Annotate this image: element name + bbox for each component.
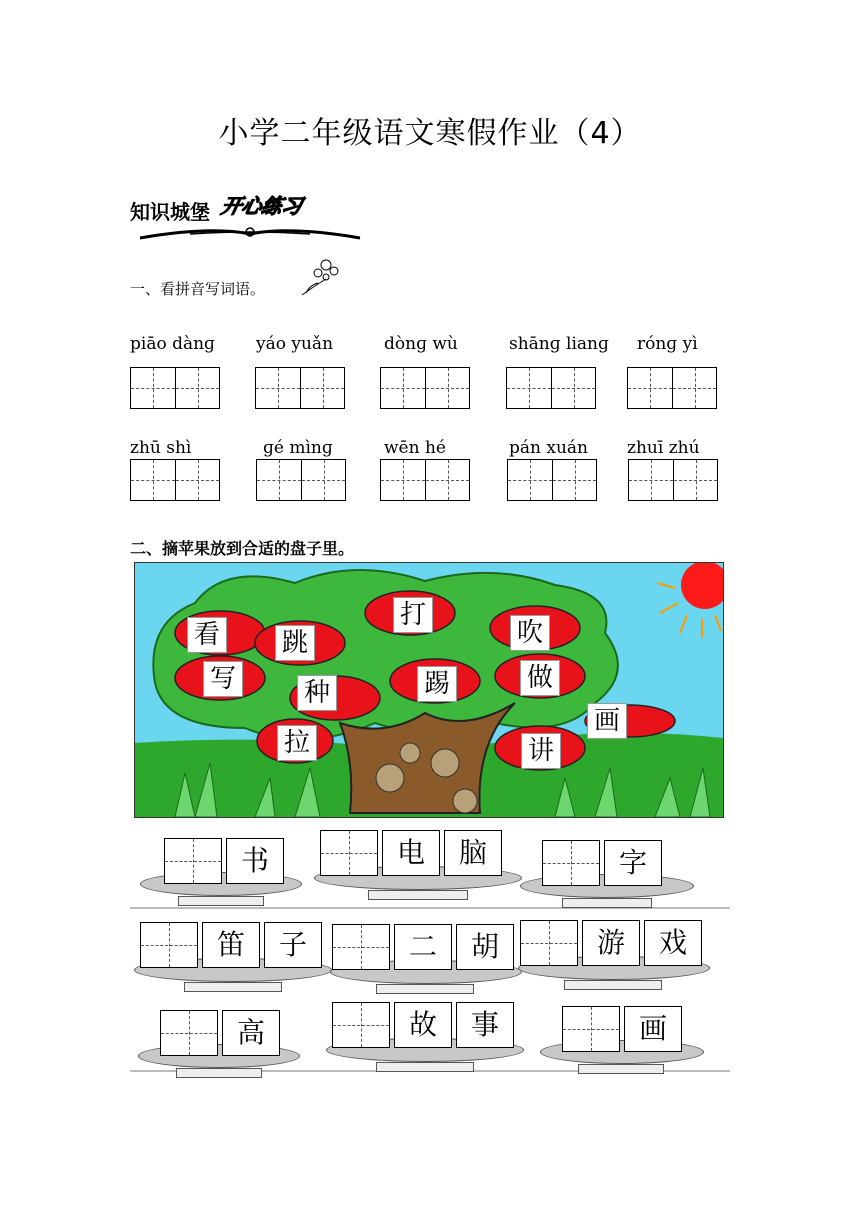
plate-char: 字 bbox=[604, 840, 662, 886]
apple-word[interactable]: 吹 bbox=[510, 615, 550, 651]
apple-word[interactable]: 画 bbox=[587, 703, 627, 739]
section-banner bbox=[130, 190, 370, 250]
plate-char: 游 bbox=[582, 920, 640, 966]
answer-grid[interactable] bbox=[130, 459, 220, 501]
flower-icon bbox=[296, 255, 346, 299]
pinyin-1-1: piāo dànɡ bbox=[130, 334, 215, 354]
ornament-divider-icon bbox=[130, 220, 370, 244]
pinyin-2-4: pán xuán bbox=[509, 438, 588, 458]
apple-word[interactable]: 种 bbox=[297, 675, 337, 711]
apple-word[interactable]: 跳 bbox=[275, 625, 315, 661]
answer-grid[interactable] bbox=[507, 459, 597, 501]
plate-char: 脑 bbox=[444, 830, 502, 876]
apple-word[interactable]: 做 bbox=[520, 660, 560, 696]
plate[interactable] bbox=[520, 840, 692, 898]
banner-main-text: 知识城堡 bbox=[130, 200, 210, 224]
answer-grid[interactable] bbox=[628, 459, 718, 501]
answer-grid[interactable] bbox=[130, 367, 220, 409]
plate[interactable] bbox=[314, 830, 520, 890]
plate-char: 子 bbox=[264, 922, 322, 968]
pinyin-2-5: zhuī zhú bbox=[627, 438, 700, 458]
apple-word[interactable]: 讲 bbox=[521, 733, 561, 769]
page-title: 小学二年级语文寒假作业（4） bbox=[218, 116, 642, 151]
apple-word[interactable]: 看 bbox=[187, 617, 227, 653]
plate[interactable] bbox=[140, 838, 300, 896]
plate-char: 事 bbox=[456, 1002, 514, 1048]
banner-sub-text: 开心练习 bbox=[219, 194, 305, 218]
apple-word[interactable]: 打 bbox=[393, 597, 433, 633]
answer-grid[interactable] bbox=[506, 367, 596, 409]
plate[interactable] bbox=[326, 1002, 522, 1062]
apple-word[interactable]: 踢 bbox=[417, 666, 457, 702]
answer-grid[interactable] bbox=[255, 367, 345, 409]
apple-tree-illustration bbox=[134, 562, 724, 818]
section-1-heading: 一、看拼音写词语。 bbox=[130, 280, 266, 298]
plate-char: 故 bbox=[394, 1002, 452, 1048]
plate-char: 胡 bbox=[456, 924, 514, 970]
plate[interactable] bbox=[330, 924, 520, 984]
answer-grid[interactable] bbox=[627, 367, 717, 409]
pinyin-1-4: shānɡ lianɡ bbox=[509, 334, 609, 354]
pinyin-1-2: yáo yuǎn bbox=[256, 334, 334, 354]
plate-char: 画 bbox=[624, 1006, 682, 1052]
answer-grid[interactable] bbox=[380, 459, 470, 501]
plate-char: 戏 bbox=[644, 920, 702, 966]
plate[interactable] bbox=[138, 1010, 298, 1068]
plate[interactable] bbox=[134, 922, 330, 982]
answer-grid[interactable] bbox=[380, 367, 470, 409]
pinyin-2-2: ɡé mìnɡ bbox=[263, 438, 333, 458]
pinyin-1-5: rónɡ yì bbox=[637, 334, 698, 354]
pinyin-1-3: dònɡ wù bbox=[384, 334, 458, 354]
plate-char: 书 bbox=[226, 838, 284, 884]
plate-char: 高 bbox=[222, 1010, 280, 1056]
pinyin-2-3: wēn hé bbox=[384, 438, 446, 458]
plate[interactable] bbox=[540, 1006, 702, 1064]
apple-word[interactable]: 写 bbox=[203, 661, 243, 697]
apple-word[interactable]: 拉 bbox=[277, 725, 317, 761]
pinyin-2-1: zhū shì bbox=[130, 438, 192, 458]
section-2-heading: 二、摘苹果放到合适的盘子里。 bbox=[130, 539, 355, 558]
plate-char: 电 bbox=[382, 830, 440, 876]
plate-char: 二 bbox=[394, 924, 452, 970]
answer-grid[interactable] bbox=[256, 459, 346, 501]
plate[interactable] bbox=[518, 920, 708, 980]
plate-char: 笛 bbox=[202, 922, 260, 968]
